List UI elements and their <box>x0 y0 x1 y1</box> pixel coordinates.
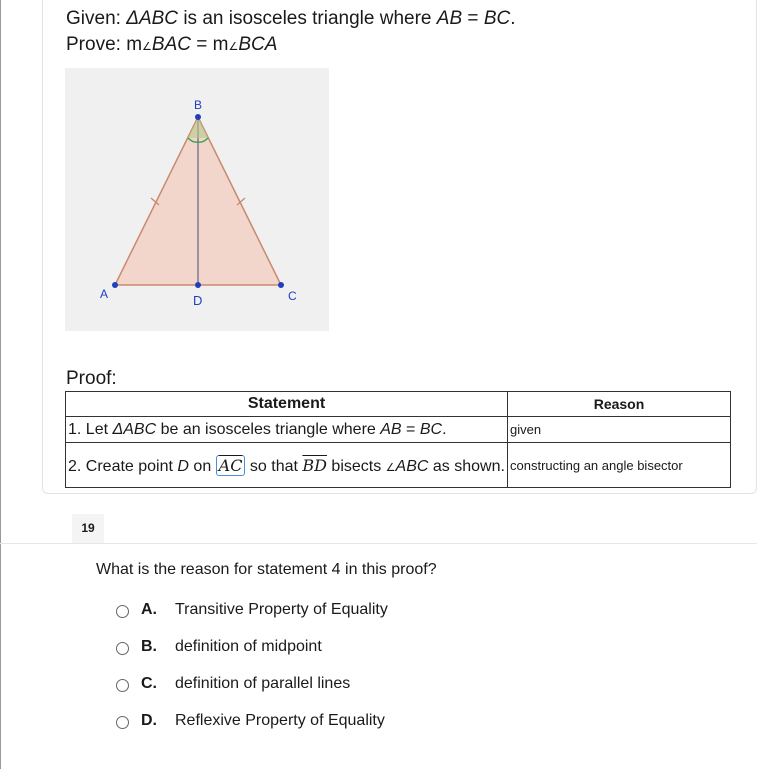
radio-icon[interactable] <box>116 605 129 618</box>
point-c <box>278 282 284 288</box>
question-header <box>0 514 757 544</box>
proof-row <box>66 417 731 443</box>
label-d: D <box>193 293 203 308</box>
proof-table <box>65 391 731 488</box>
left-border <box>0 0 1 769</box>
question-text: What is the reason for statement 4 in this proof? <box>96 561 437 578</box>
reason-cell: constructing an angle bisector <box>508 443 731 488</box>
question-number: 19 <box>72 514 104 543</box>
statement-cell: 2. Create point D on $\overline{AC}$ so that $\overline{BD}$ bisects ∠ABC as shown. <box>66 443 508 488</box>
prove-statement: Prove: m∠BAC = m∠BCA <box>66 34 278 55</box>
angle-marker-fill <box>188 117 208 138</box>
label-a: A <box>100 287 109 301</box>
proof-row <box>66 443 731 488</box>
label-c: C <box>288 289 297 303</box>
proof-label: Proof: <box>66 368 117 389</box>
reason-header: Reason <box>508 392 731 417</box>
statement-cell: 1. Let ΔABC be an isosceles triangle where AB = BC. <box>66 417 508 443</box>
label-b: B <box>194 98 203 112</box>
point-b <box>195 114 201 120</box>
statement-header: Statement <box>66 392 508 417</box>
radio-icon[interactable] <box>116 716 129 729</box>
segment-ac-highlight[interactable]: $\overline{AC}$ <box>216 455 246 476</box>
reason-cell: given <box>508 417 731 443</box>
point-d <box>195 282 201 288</box>
radio-icon[interactable] <box>116 642 129 655</box>
triangle-figure <box>65 68 329 331</box>
triangle-diagram <box>65 68 329 331</box>
point-a <box>112 282 118 288</box>
given-statement: Given: ΔABC is an isosceles triangle where AB = BC. <box>66 8 516 29</box>
radio-icon[interactable] <box>116 679 129 692</box>
